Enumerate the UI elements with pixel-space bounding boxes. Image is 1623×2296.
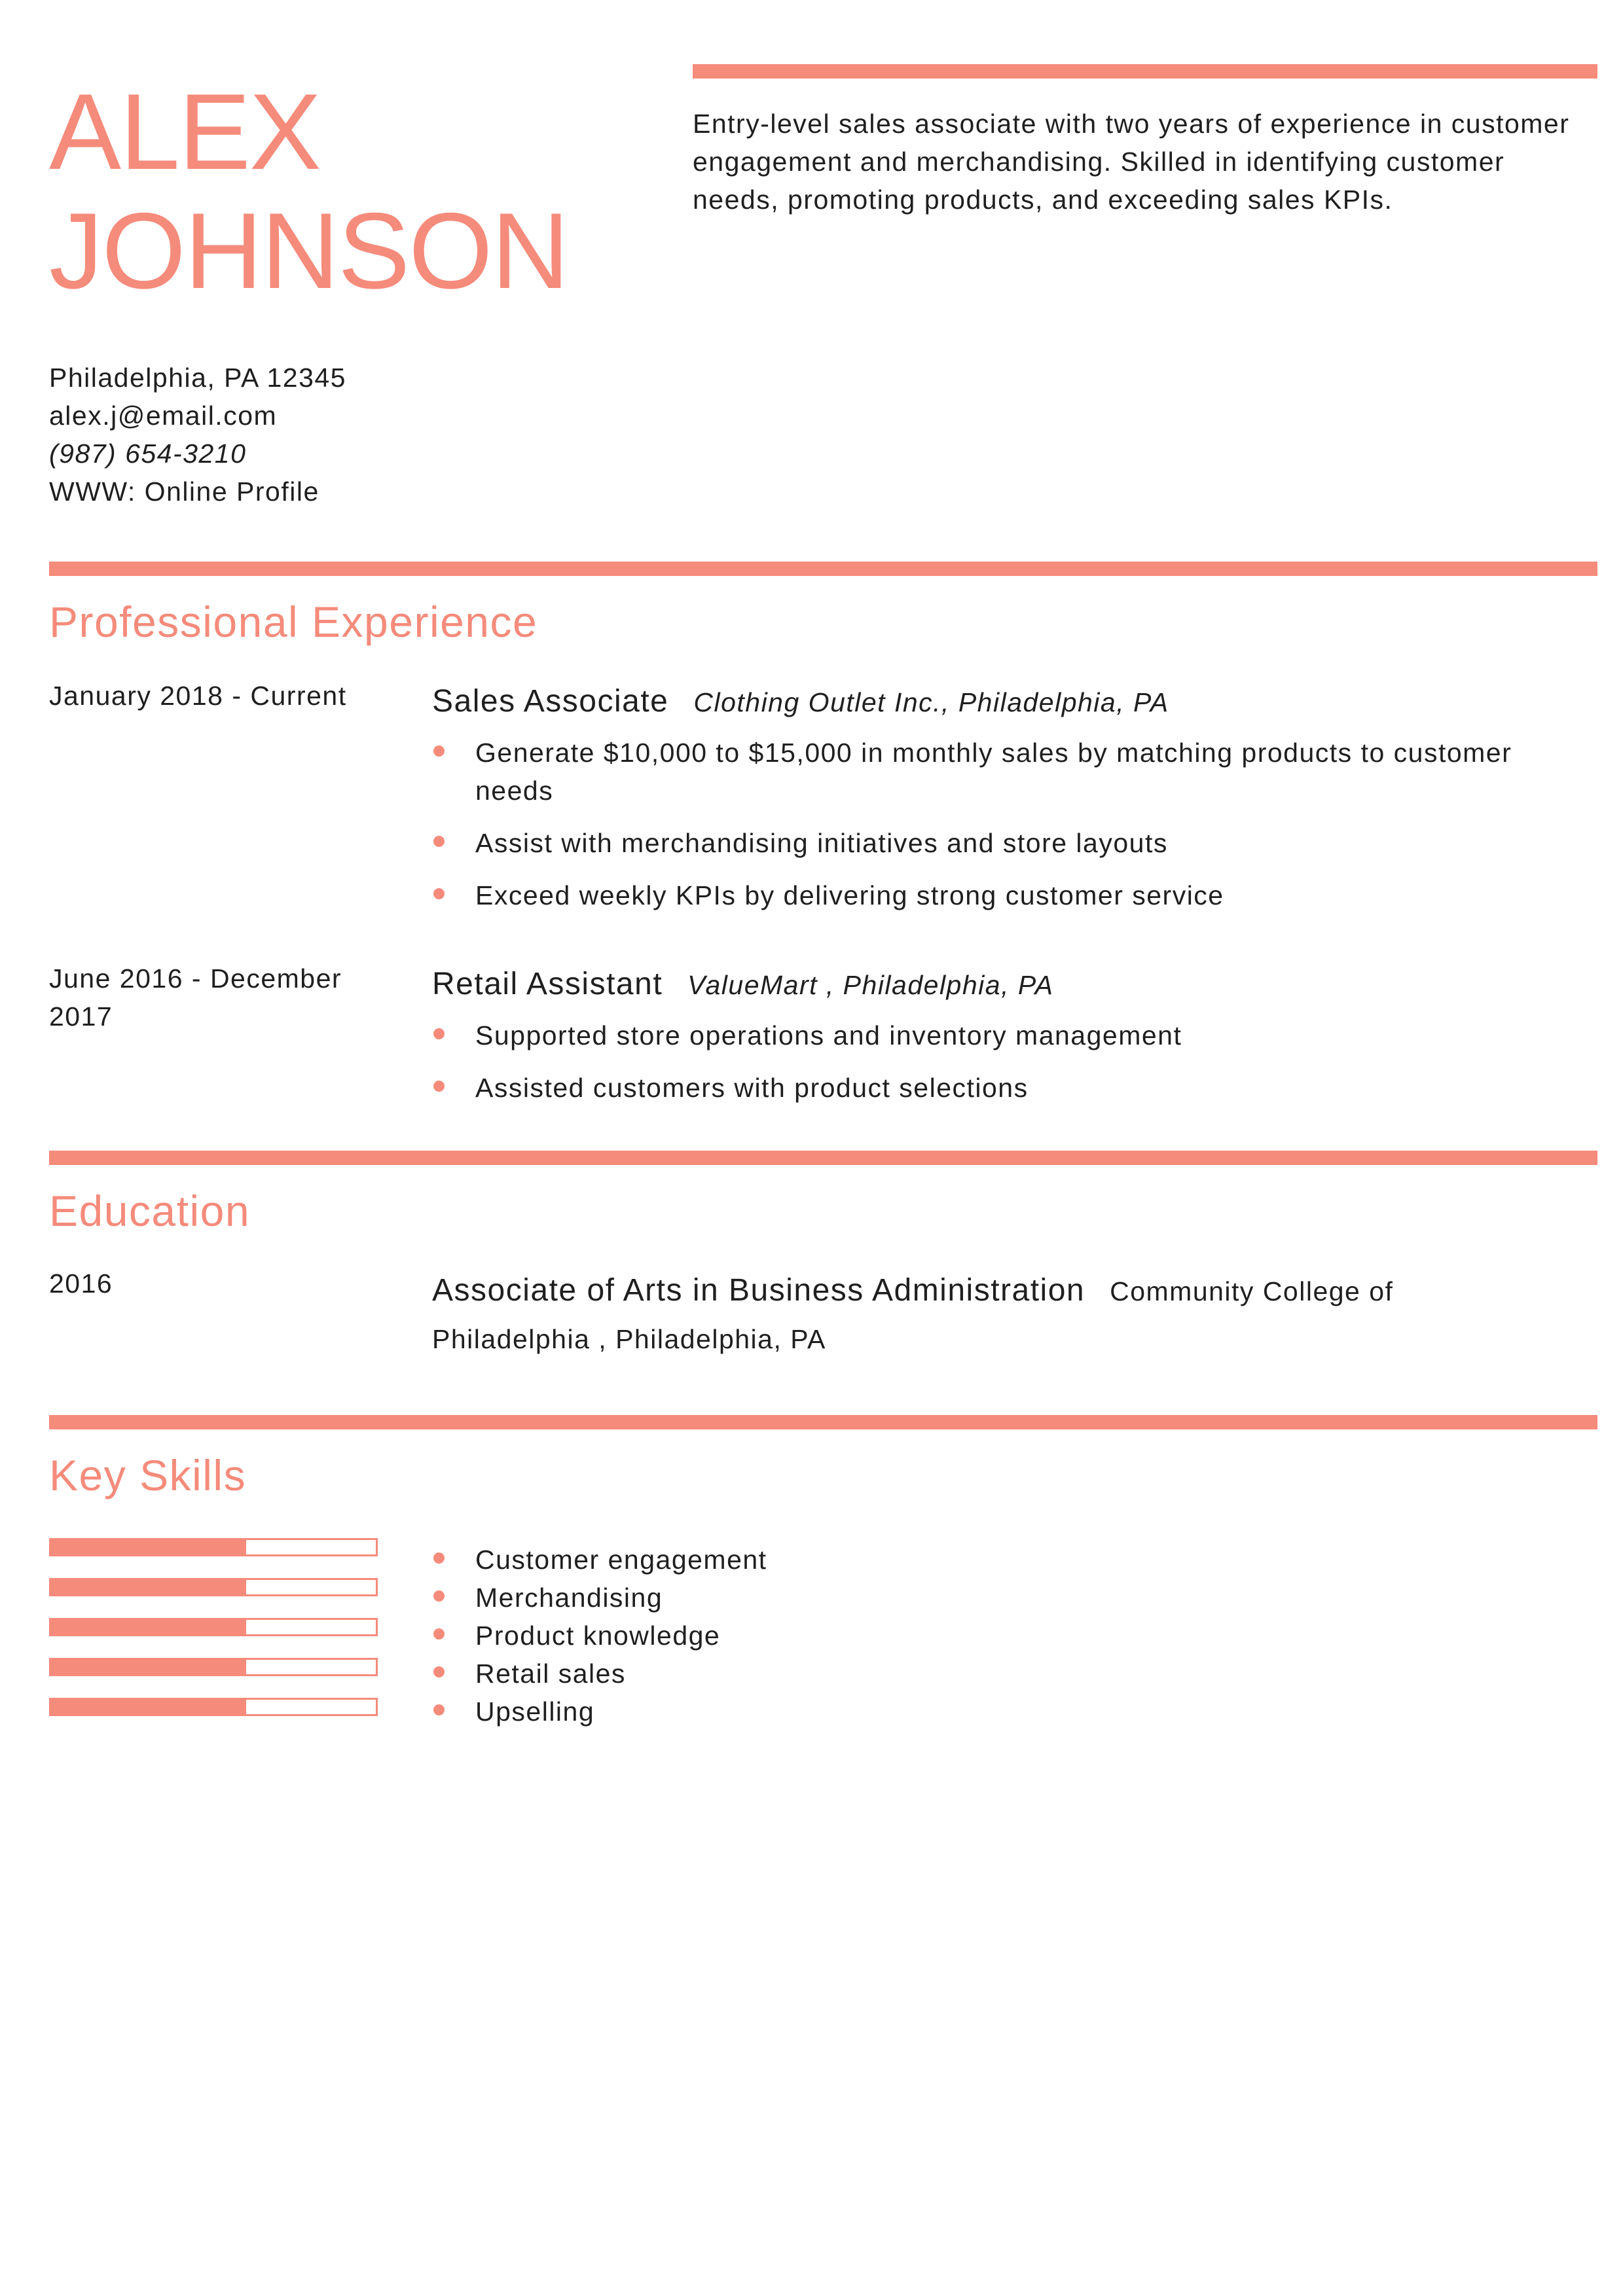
- education-degree: Associate of Arts in Business Administration: [432, 1273, 1085, 1308]
- bullet-dot-icon: [433, 1081, 445, 1092]
- list-item: Merchandising: [432, 1579, 767, 1617]
- list-item: Exceed weekly KPIs by delivering strong customer service: [432, 876, 1597, 914]
- bullet-dot-icon: [433, 1628, 445, 1640]
- skills-section-title: Key Skills: [49, 1451, 247, 1499]
- job-2-role: Retail Assistant: [432, 967, 663, 1001]
- job-1-dates: January 2018 - Current: [49, 681, 347, 711]
- last-name: JOHNSON: [49, 190, 568, 311]
- candidate-name: [49, 72, 568, 310]
- skill-level-fill: [51, 1660, 246, 1674]
- list-item: Retail sales: [432, 1655, 767, 1693]
- list-item: Customer engagement: [432, 1541, 767, 1579]
- job-1-bullets: [432, 734, 1597, 914]
- bullet-dot-icon: [433, 888, 445, 899]
- experience-divider: [49, 562, 1597, 576]
- skill-level-bar: [49, 1578, 378, 1596]
- list-item: Generate $10,000 to $15,000 in monthly sales by matching products to customer needs: [432, 734, 1597, 810]
- education-entry: [432, 1267, 1545, 1363]
- skills-divider: [49, 1415, 1597, 1429]
- bullet-dot-icon: [433, 1552, 445, 1564]
- list-item: Assisted customers with product selections: [432, 1069, 1597, 1107]
- skill-level-fill: [51, 1540, 246, 1554]
- skill-level-bar: [49, 1538, 378, 1556]
- job-1-header: [432, 681, 1597, 723]
- education-header: [432, 1267, 1545, 1363]
- skill-level-bars: [49, 1538, 376, 1738]
- bullet-dot-icon: [433, 1590, 445, 1602]
- bullet-dot-icon: [433, 1028, 445, 1039]
- contact-block: [49, 359, 346, 511]
- bullet-dot-icon: [433, 1666, 445, 1677]
- education-section-title: Education: [49, 1187, 251, 1235]
- job-1-role: Sales Associate: [432, 684, 669, 719]
- skill-level-bar: [49, 1658, 378, 1676]
- experience-section-title: Professional Experience: [49, 598, 538, 646]
- job-2-bullets: [432, 1016, 1597, 1107]
- bullet-dot-icon: [433, 1704, 445, 1715]
- skill-level-fill: [51, 1580, 246, 1594]
- summary-text: Entry-level sales associate with two years of experience in customer engagement and merchandising. Skilled in identifying customer needs, promoting products, and exceeding sales KPIs.: [693, 109, 1570, 215]
- job-1-company: Clothing Outlet Inc., Philadelphia, PA: [693, 687, 1169, 717]
- list-item: Assist with merchandising initiatives and store layouts: [432, 824, 1597, 862]
- skill-level-fill: [51, 1700, 246, 1714]
- education-year: 2016: [49, 1268, 113, 1299]
- skill-level-bar: [49, 1698, 378, 1716]
- list-item: Upselling: [432, 1693, 767, 1731]
- education-school: Community College of Philadelphia , Philadelphia, PA: [432, 1276, 1394, 1354]
- contact-phone[interactable]: (987) 654-3210: [49, 439, 247, 469]
- skill-level-bar: [49, 1618, 378, 1636]
- contact-address: Philadelphia, PA 12345: [49, 363, 346, 393]
- job-1: [432, 681, 1597, 929]
- bullet-dot-icon: [433, 745, 445, 757]
- first-name: ALEX: [49, 71, 320, 192]
- contact-email[interactable]: alex.j@email.com: [49, 401, 278, 431]
- job-2-header: [432, 963, 1597, 1006]
- contact-website[interactable]: WWW: Online Profile: [49, 476, 319, 507]
- list-item: Supported store operations and inventory management: [432, 1016, 1597, 1054]
- job-2-dates: June 2016 - December 2017: [49, 963, 342, 1031]
- skills-list: [432, 1541, 767, 1731]
- education-divider: [49, 1151, 1597, 1165]
- job-2: [432, 963, 1597, 1121]
- list-item: Product knowledge: [432, 1617, 767, 1655]
- job-2-company: ValueMart , Philadelphia, PA: [687, 970, 1054, 1000]
- bullet-dot-icon: [433, 836, 445, 847]
- header-accent-bar: [693, 64, 1597, 79]
- skill-level-fill: [51, 1620, 246, 1634]
